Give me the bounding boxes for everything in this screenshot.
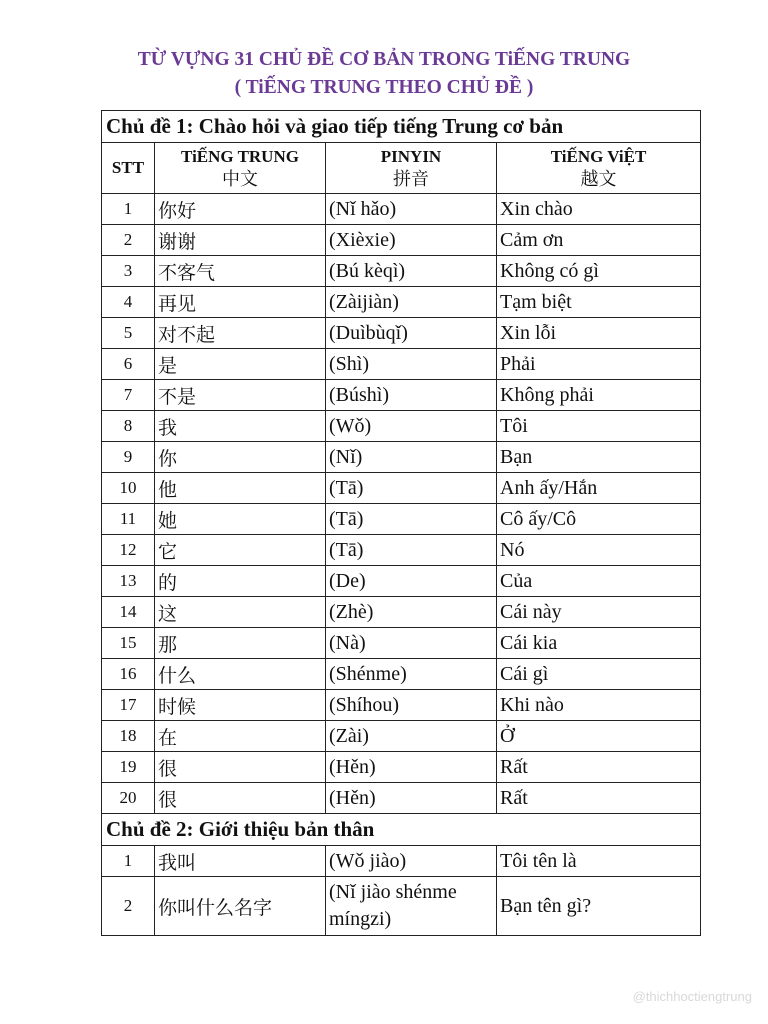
table-row: [102, 473, 701, 504]
vocabulary-table: [101, 110, 701, 936]
chinese-cell: 时候: [155, 690, 326, 721]
vietnamese-cell: Xin lỗi: [497, 318, 701, 349]
watermark: @thichhoctiengtrung: [632, 989, 752, 1004]
vietnamese-cell: Cảm ơn: [497, 225, 701, 256]
topic-2-heading-row: [102, 814, 701, 846]
stt-cell: 3: [102, 256, 155, 287]
column-header-row: [102, 143, 701, 194]
col-header-chinese-label: TiẾNG TRUNG: [181, 147, 299, 166]
col-header-stt: STT: [102, 143, 155, 194]
stt-cell: 7: [102, 380, 155, 411]
stt-cell: 14: [102, 597, 155, 628]
vietnamese-cell: Cô ấy/Cô: [497, 504, 701, 535]
pinyin-cell: (Wǒ): [326, 411, 497, 442]
stt-cell: 12: [102, 535, 155, 566]
col-header-pinyin: [326, 143, 497, 194]
table-row: [102, 659, 701, 690]
vietnamese-cell: Bạn tên gì?: [497, 877, 701, 936]
chinese-cell: 什么: [155, 659, 326, 690]
chinese-cell: 你好: [155, 194, 326, 225]
table-row: [102, 287, 701, 318]
pinyin-cell: (Zàijiàn): [326, 287, 497, 318]
chinese-cell: 它: [155, 535, 326, 566]
topic-1-heading: Chủ đề 1: Chào hỏi và giao tiếp tiếng Trung cơ bản: [102, 111, 701, 143]
chinese-cell: 你叫什么名字: [155, 877, 326, 936]
vietnamese-cell: Không phải: [497, 380, 701, 411]
vietnamese-cell: Anh ấy/Hắn: [497, 473, 701, 504]
vietnamese-cell: Của: [497, 566, 701, 597]
pinyin-cell: (Bú kèqì): [326, 256, 497, 287]
pinyin-cell: (Shì): [326, 349, 497, 380]
chinese-cell: 是: [155, 349, 326, 380]
table-row: [102, 690, 701, 721]
title-line-2: ( TiẾNG TRUNG THEO CHỦ ĐỀ ): [234, 77, 534, 98]
chinese-cell: 的: [155, 566, 326, 597]
vietnamese-cell: Cái gì: [497, 659, 701, 690]
vietnamese-cell: Tôi: [497, 411, 701, 442]
pinyin-cell: (Hěn): [326, 783, 497, 814]
stt-cell: 1: [102, 846, 155, 877]
chinese-cell: 在: [155, 721, 326, 752]
stt-cell: 13: [102, 566, 155, 597]
vietnamese-cell: Không có gì: [497, 256, 701, 287]
stt-cell: 1: [102, 194, 155, 225]
table-row: [102, 318, 701, 349]
pinyin-cell: (De): [326, 566, 497, 597]
chinese-cell: 再见: [155, 287, 326, 318]
col-header-vietnamese: [497, 143, 701, 194]
pinyin-cell: (Xièxie): [326, 225, 497, 256]
topic-1-heading-row: [102, 111, 701, 143]
table-row: [102, 411, 701, 442]
pinyin-cell: (Zài): [326, 721, 497, 752]
vietnamese-cell: Tôi tên là: [497, 846, 701, 877]
vietnamese-cell: Xin chào: [497, 194, 701, 225]
stt-cell: 11: [102, 504, 155, 535]
chinese-cell: 很: [155, 752, 326, 783]
table-row: [102, 721, 701, 752]
stt-cell: 20: [102, 783, 155, 814]
table-row: [102, 597, 701, 628]
vietnamese-cell: Cái này: [497, 597, 701, 628]
stt-cell: 19: [102, 752, 155, 783]
vietnamese-cell: Rất: [497, 783, 701, 814]
stt-cell: 10: [102, 473, 155, 504]
chinese-cell: 对不起: [155, 318, 326, 349]
chinese-cell: 他: [155, 473, 326, 504]
chinese-cell: 她: [155, 504, 326, 535]
chinese-cell: 这: [155, 597, 326, 628]
pinyin-cell: (Tā): [326, 473, 497, 504]
pinyin-cell: (Shíhou): [326, 690, 497, 721]
vietnamese-cell: Bạn: [497, 442, 701, 473]
col-header-vietnamese-sub: 越文: [580, 169, 617, 189]
chinese-cell: 很: [155, 783, 326, 814]
table-row: [102, 380, 701, 411]
table-row: [102, 194, 701, 225]
pinyin-cell: (Nǐ jiào shénme míngzi): [326, 877, 497, 936]
col-header-pinyin-sub: 拼音: [393, 169, 429, 189]
table-row: [102, 628, 701, 659]
vietnamese-cell: Cái kia: [497, 628, 701, 659]
chinese-cell: 那: [155, 628, 326, 659]
table-row: [102, 783, 701, 814]
col-header-vietnamese-label: TiẾNG ViỆT: [550, 147, 647, 166]
stt-cell: 17: [102, 690, 155, 721]
chinese-cell: 不是: [155, 380, 326, 411]
table-row: [102, 846, 701, 877]
vietnamese-cell: Nó: [497, 535, 701, 566]
topic-2-heading: Chủ đề 2: Giới thiệu bản thân: [102, 814, 701, 846]
stt-cell: 9: [102, 442, 155, 473]
chinese-cell: 不客气: [155, 256, 326, 287]
table-row: [102, 535, 701, 566]
chinese-cell: 我叫: [155, 846, 326, 877]
stt-cell: 15: [102, 628, 155, 659]
stt-cell: 16: [102, 659, 155, 690]
pinyin-cell: (Shénme): [326, 659, 497, 690]
chinese-cell: 你: [155, 442, 326, 473]
pinyin-cell: (Duìbùqǐ): [326, 318, 497, 349]
table-row: [102, 504, 701, 535]
stt-cell: 18: [102, 721, 155, 752]
pinyin-cell: (Tā): [326, 504, 497, 535]
table-row: [102, 442, 701, 473]
col-header-chinese: [155, 143, 326, 194]
stt-cell: 6: [102, 349, 155, 380]
stt-cell: 2: [102, 225, 155, 256]
pinyin-cell: (Hěn): [326, 752, 497, 783]
chinese-cell: 谢谢: [155, 225, 326, 256]
pinyin-cell: (Búshì): [326, 380, 497, 411]
stt-cell: 5: [102, 318, 155, 349]
pinyin-cell: (Tā): [326, 535, 497, 566]
stt-cell: 4: [102, 287, 155, 318]
col-header-pinyin-label: PINYIN: [380, 147, 442, 166]
title-line-1: TỪ VỰNG 31 CHỦ ĐỀ CƠ BẢN TRONG TiẾNG TRUNG: [137, 49, 631, 70]
pinyin-cell: (Zhè): [326, 597, 497, 628]
pinyin-cell: (Wǒ jiào): [326, 846, 497, 877]
table-row: [102, 349, 701, 380]
vietnamese-cell: Rất: [497, 752, 701, 783]
table-row: [102, 225, 701, 256]
pinyin-cell: (Nǐ): [326, 442, 497, 473]
vietnamese-cell: Khi nào: [497, 690, 701, 721]
table-row: [102, 256, 701, 287]
pinyin-cell: (Nǐ hǎo): [326, 194, 497, 225]
vietnamese-cell: Tạm biệt: [497, 287, 701, 318]
chinese-cell: 我: [155, 411, 326, 442]
table-row: [102, 752, 701, 783]
table-row: [102, 566, 701, 597]
vietnamese-cell: Ở: [497, 721, 701, 752]
vietnamese-cell: Phải: [497, 349, 701, 380]
stt-cell: 8: [102, 411, 155, 442]
document-title: [0, 46, 768, 102]
table-row: [102, 877, 701, 936]
col-header-chinese-sub: 中文: [222, 169, 258, 189]
stt-cell: 2: [102, 877, 155, 936]
pinyin-cell: (Nà): [326, 628, 497, 659]
